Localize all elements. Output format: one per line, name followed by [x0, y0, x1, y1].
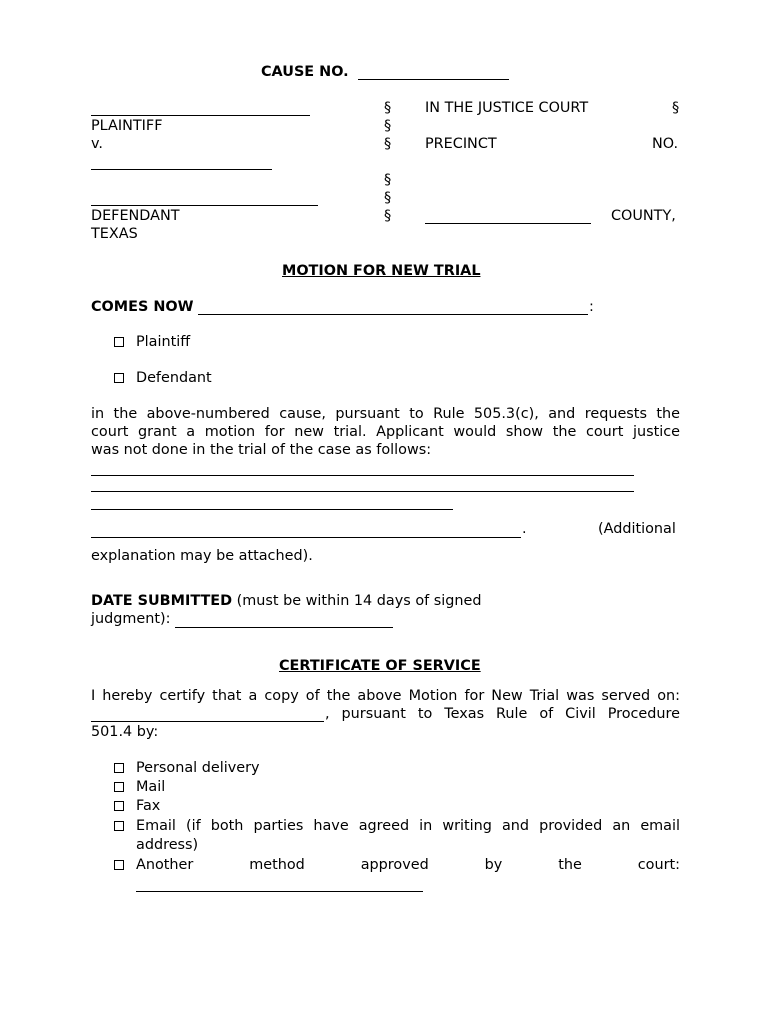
section-sign: §	[384, 190, 392, 206]
motion-body-line: in the above-numbered cause, pursuant to Rule 505.3(c), and requests the	[91, 406, 680, 422]
date-submitted-note: (must be within 14 days of signed	[232, 593, 482, 609]
plaintiff-name-blank[interactable]	[91, 115, 310, 116]
applicant-name-blank[interactable]	[198, 314, 588, 315]
explanation-label: explanation may be attached).	[91, 548, 313, 564]
date-submitted-label: DATE SUBMITTED	[91, 593, 233, 609]
section-sign: §	[384, 100, 392, 116]
section-sign: §	[384, 208, 392, 224]
method-label: Email (if both parties have agreed in writing and provided an email	[136, 818, 680, 834]
defendant-label: DEFENDANT	[91, 208, 180, 224]
section-sign: §	[384, 172, 392, 188]
certificate-line: , pursuant to Texas Rule of Civil Procedure	[325, 706, 680, 722]
motion-title: MOTION FOR NEW TRIAL	[282, 263, 481, 279]
method-label: Personal delivery	[136, 760, 260, 776]
comes-now-label: COMES NOW	[91, 299, 194, 315]
reason-blank-1[interactable]	[91, 475, 634, 476]
defendant-checkbox[interactable]	[114, 373, 124, 383]
certificate-line: 501.4 by:	[91, 724, 159, 740]
county-blank[interactable]	[425, 223, 591, 224]
certificate-line: I hereby certify that a copy of the above Motion for New Trial was served on:	[91, 688, 680, 704]
reason-period: .	[522, 521, 527, 537]
section-sign: §	[384, 136, 392, 152]
motion-body-line: was not done in the trial of the case as follows:	[91, 442, 432, 458]
versus-label: v.	[91, 136, 103, 152]
method-label: Another method approved by the court:	[136, 857, 680, 873]
method-label: Mail	[136, 779, 166, 795]
date-submitted-blank[interactable]	[175, 627, 393, 628]
county-label: COUNTY,	[611, 208, 676, 224]
plaintiff-label: PLAINTIFF	[91, 118, 163, 134]
defendant-name-blank[interactable]	[91, 205, 318, 206]
mail-checkbox[interactable]	[114, 782, 124, 792]
section-sign: §	[672, 100, 680, 116]
personal-delivery-checkbox[interactable]	[114, 763, 124, 773]
reason-blank-3[interactable]	[91, 509, 453, 510]
comes-now-colon: :	[589, 299, 594, 315]
precinct-no-label: NO.	[652, 136, 679, 152]
another-method-checkbox[interactable]	[114, 860, 124, 870]
date-submitted-line	[91, 592, 482, 610]
motion-body-line: court grant a motion for new trial. Applicant would show the court justice	[91, 424, 680, 440]
cause-no-blank[interactable]	[358, 79, 509, 80]
served-on-blank[interactable]	[91, 721, 324, 722]
email-checkbox[interactable]	[114, 821, 124, 831]
precinct-label: PRECINCT	[425, 136, 497, 152]
texas-label: TEXAS	[91, 226, 138, 242]
section-sign: §	[384, 118, 392, 134]
certificate-title: CERTIFICATE OF SERVICE	[279, 658, 481, 674]
cause-no-label: CAUSE NO.	[261, 64, 349, 80]
fax-checkbox[interactable]	[114, 801, 124, 811]
defendant-option-label: Defendant	[136, 370, 212, 386]
method-label: address)	[136, 837, 199, 853]
court-label: IN THE JUSTICE COURT	[425, 100, 589, 116]
additional-label: (Additional	[598, 521, 676, 537]
method-label: Fax	[136, 798, 161, 814]
judgment-label: judgment):	[91, 611, 171, 627]
versus-blank[interactable]	[91, 169, 272, 170]
another-method-blank[interactable]	[136, 891, 423, 892]
plaintiff-checkbox[interactable]	[114, 337, 124, 347]
plaintiff-option-label: Plaintiff	[136, 334, 191, 350]
reason-blank-2[interactable]	[91, 491, 634, 492]
reason-blank-4[interactable]	[91, 537, 521, 538]
